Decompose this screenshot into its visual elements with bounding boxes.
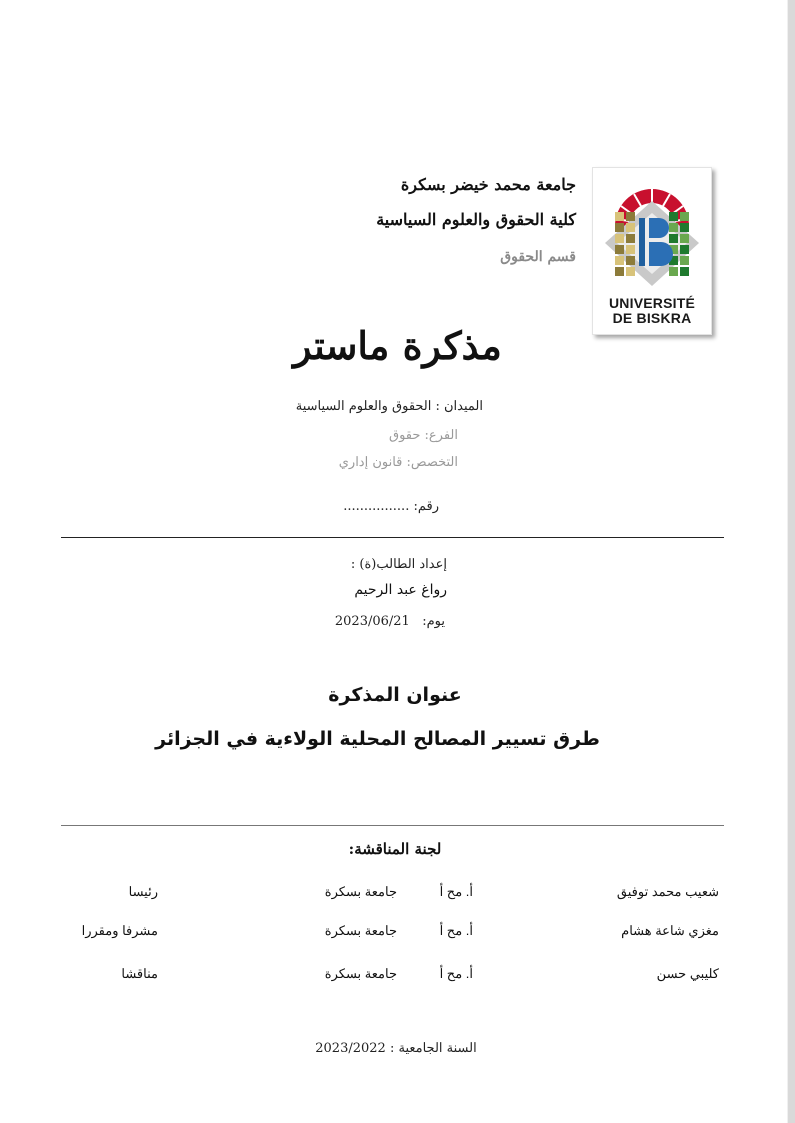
member-name: كليبي حسن — [656, 966, 719, 981]
memo-title: طرق تسيير المصالح المحلية الولاءية في الجزائر — [155, 728, 600, 750]
date-value: 2023/06/21 — [334, 614, 410, 629]
page-edge-shadow — [788, 0, 795, 1123]
member-rank: أ. مح أ — [439, 923, 473, 938]
document-title-text: مذكرة ماستر — [293, 323, 502, 368]
divider-top — [61, 537, 724, 538]
university-name: جامعة محمد خيضر بسكرة — [400, 175, 576, 194]
member-university: جامعة بسكرة — [324, 884, 397, 899]
logo-text-line1: UNIVERSITÉ — [608, 295, 695, 311]
reference-value: ................ — [343, 499, 410, 514]
member-university: جامعة بسكرة — [324, 923, 397, 938]
committee-heading: لجنة المناقشة: — [348, 840, 442, 858]
field-branch: الفرع: حقوق — [388, 428, 458, 443]
faculty-name: كلية الحقوق والعلوم السياسية — [376, 210, 576, 229]
field-domain: الميدان : الحقوق والعلوم السياسية — [295, 399, 483, 414]
member-role: مشرفا ومقررا — [81, 923, 158, 938]
document-title — [0, 323, 795, 368]
logo-emblem-icon — [593, 168, 711, 293]
date-label: يوم: — [422, 614, 445, 629]
defense-date — [335, 614, 445, 629]
member-rank: أ. مح أ — [439, 884, 473, 899]
university-logo — [592, 167, 712, 335]
member-role: رئيسا — [128, 884, 158, 899]
logo-text-line2: DE BISKRA — [612, 310, 692, 326]
member-role: مناقشا — [121, 966, 158, 981]
field-specialty: التخصص: قانون إداري — [338, 455, 458, 470]
member-university: جامعة بسكرة — [324, 966, 397, 981]
memo-heading: عنوان المذكرة — [328, 684, 462, 706]
member-name: شعيب محمد توفيق — [616, 884, 719, 899]
student-name: رواغ عبد الرحيم — [354, 582, 447, 598]
reference-label: رقم: — [413, 499, 439, 514]
member-rank: أ. مح أ — [439, 966, 473, 981]
member-name: مغزي شاعة هشام — [621, 923, 719, 938]
divider-bottom — [61, 825, 724, 826]
reference-number — [343, 499, 439, 514]
student-label: إعداد الطالب(ة) : — [350, 557, 447, 572]
academic-year: السنة الجامعية : 2023/2022 — [315, 1041, 477, 1056]
department-name: قسم الحقوق — [500, 249, 576, 265]
